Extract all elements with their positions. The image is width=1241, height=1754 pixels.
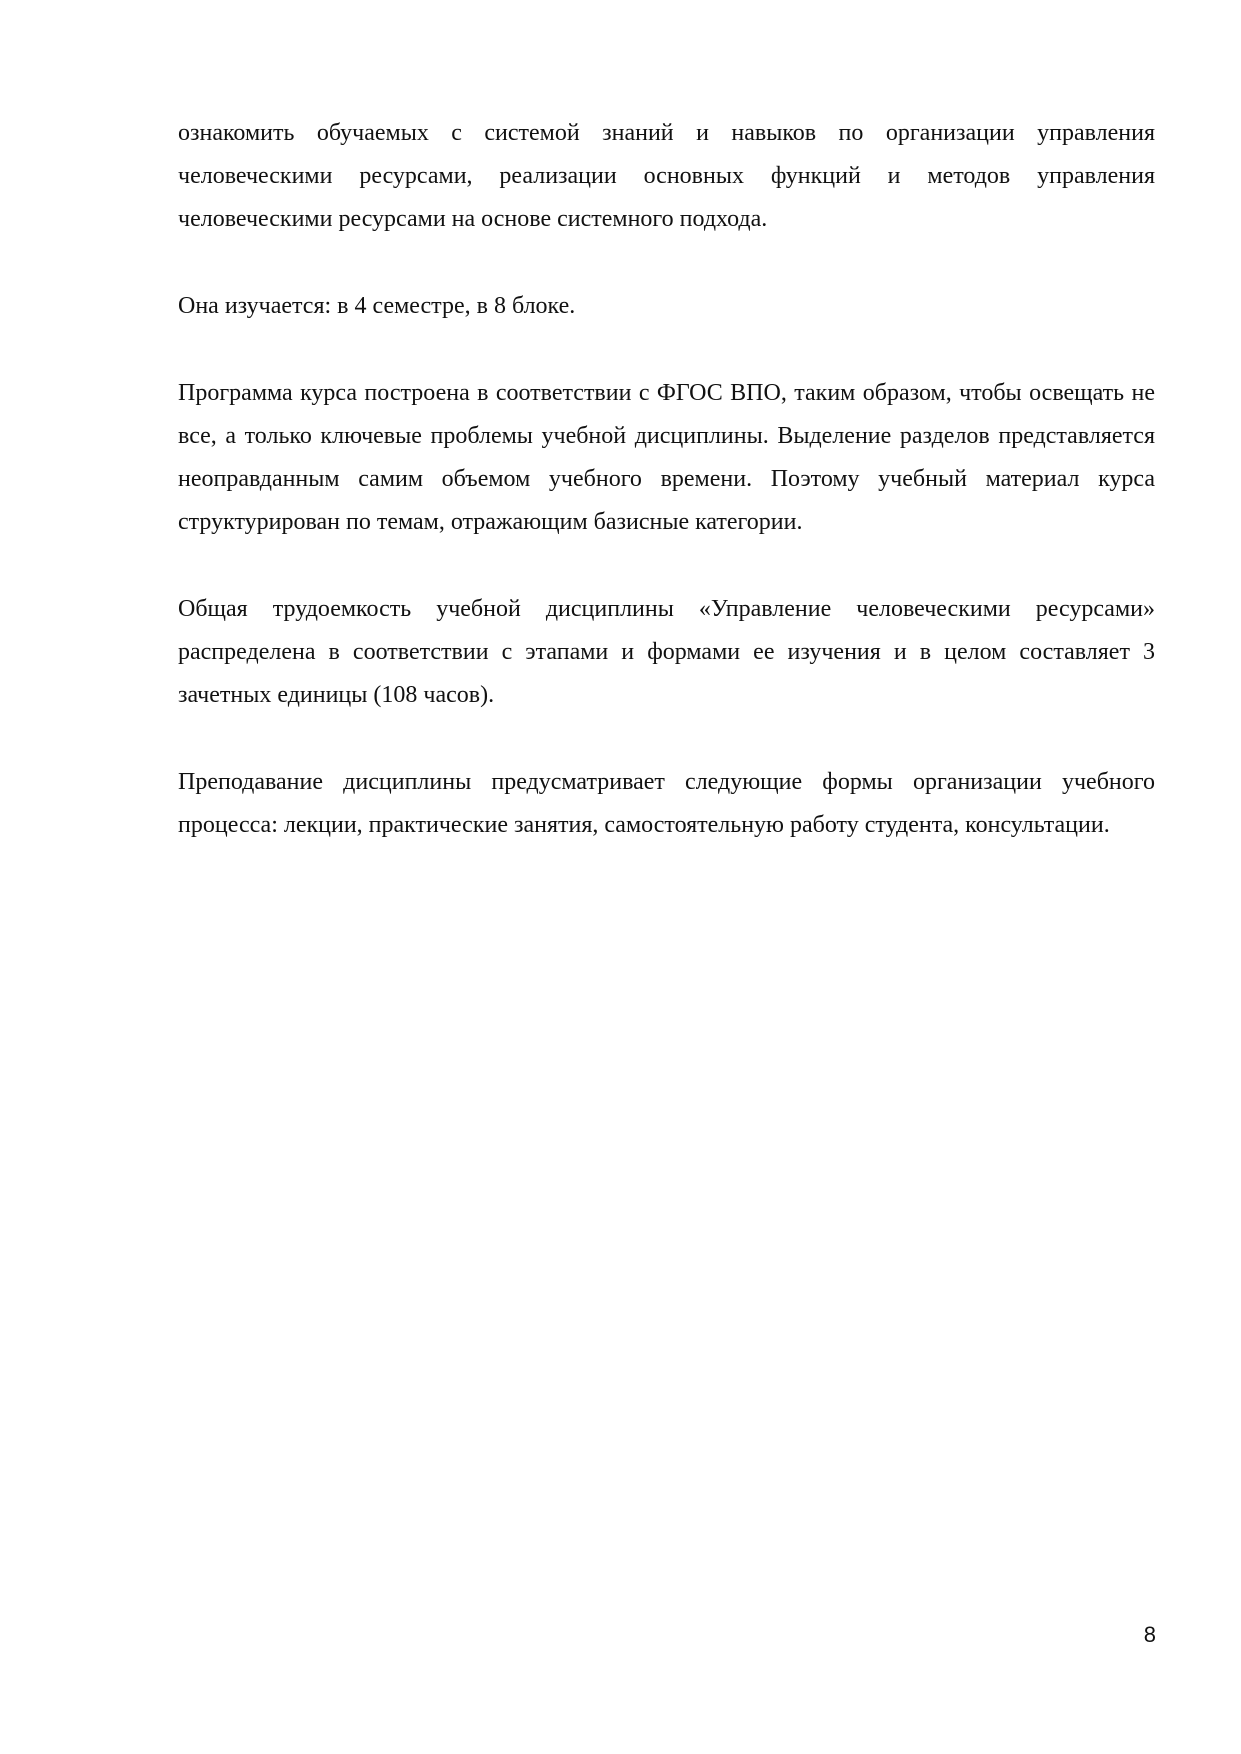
document-body [178, 112, 1155, 847]
paragraph-total-workload: Общая трудоемкость учебной дисциплины «Управление человеческими ресурсами» распределена в соответствии с этапами и формами ее изучения и в целом составляет 3 зачетных единицы (108 часов). [178, 596, 1155, 708]
paragraph-study-period: Она изучается: в 4 семестре, в 8 блоке. [178, 293, 576, 319]
paragraph-course-program: Программа курса построена в соответствии с ФГОС ВПО, таким образом, чтобы освещать не все, а только ключевые проблемы учебной дисциплины. Выделение разделов представляется неоправданным самим объемом учебного времени. Поэтому учебный материал курса структурирован по темам, отражающим базисные категории. [178, 380, 1155, 535]
page-number: 8 [1143, 1622, 1156, 1647]
paragraph-teaching-forms: Преподавание дисциплины предусматривает следующие формы организации учебного процесса: лекции, практические занятия, самостоятельную работу студента, консультации. [178, 769, 1155, 838]
paragraph-course-goal: ознакомить обучаемых с системой знаний и навыков по организации управления человеческими ресурсами, реализации основных функций и методов управления человеческими ресурсами на основе системного подхода. [178, 120, 1155, 232]
